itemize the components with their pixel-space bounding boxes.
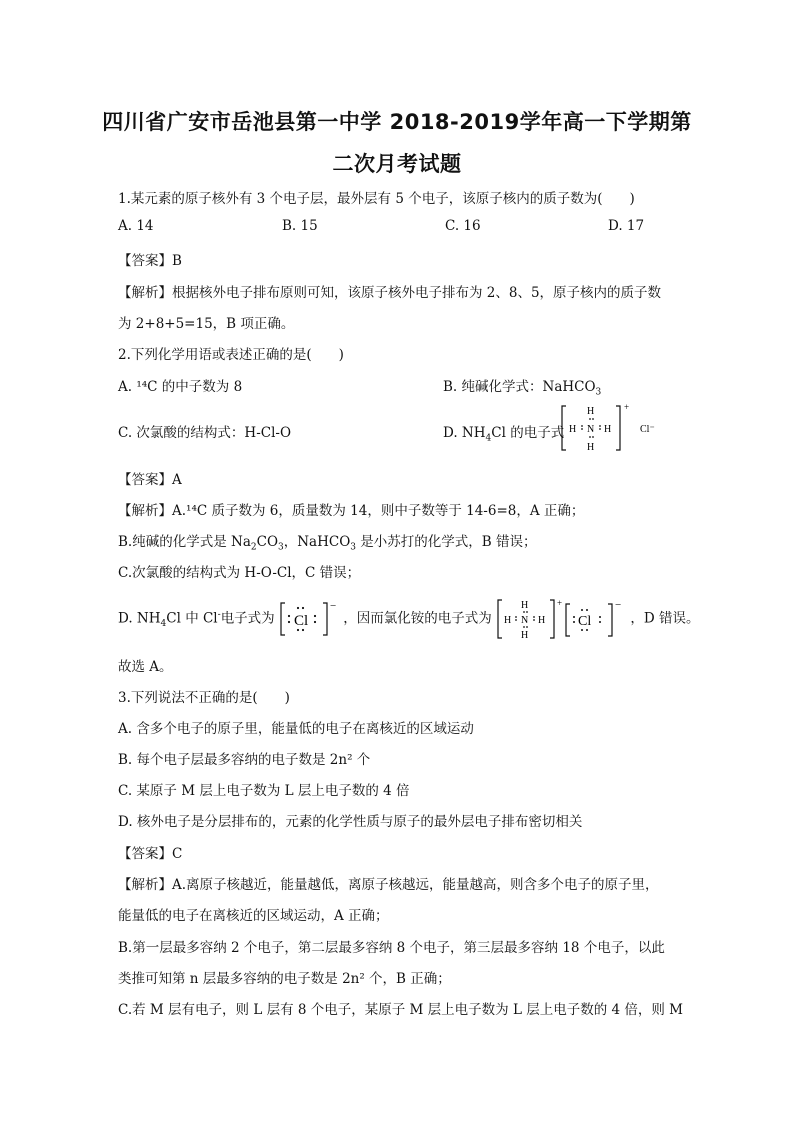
formula-h-right: H bbox=[604, 424, 612, 435]
q3-stem: 3.下列说法不正确的是( ) bbox=[118, 690, 290, 706]
q3-option-c: C. 某原子 M 层上电子数为 L 层上电子数的 4 倍 bbox=[118, 783, 410, 799]
formula-h-left: H bbox=[569, 424, 577, 435]
q3-analysis-c-line-1: C.若 M 层有电子，则 L 层有 8 个电子，某原子 M 层上电子数为 L 层上电子数的 4 倍，则 M bbox=[118, 1002, 684, 1018]
q2-option-b: B. 纯碱化学式：NaHCO$_3$ bbox=[443, 379, 602, 398]
nh4cl-electron-formula-analysis bbox=[496, 596, 626, 642]
q3-analysis-a-line-1: 【解析】A.离原子核越近，能量越低，离原子核越远，能量越高，则含多个电子的原子里， bbox=[118, 877, 659, 893]
q3-analysis-a-line-2: 能量低的电子在离核近的区域运动，A 正确； bbox=[118, 908, 389, 924]
document-title-line-1: 四川省广安市岳池县第一中学 2018-2019学年高一下学期第 bbox=[102, 110, 692, 134]
q2-analysis-d: D. $NH_4Cl$ 中 Cl-电子式为 Cl − ，因而氯化铵的电子式为 H H N H H + Cl − ，D 错误。 bbox=[118, 598, 700, 641]
formula-cl-ion: Cl⁻ bbox=[640, 424, 655, 435]
q3-option-d: D. 核外电子是分层排布的，元素的化学性质与原子的最外层电子排布密切相关 bbox=[118, 814, 583, 830]
q2-analysis-a: 【解析】A.¹⁴C 质子数为 6，质量数为 14，则中子数等于 14-6=8，A 正确； bbox=[118, 503, 585, 519]
svg-text:Cl: Cl bbox=[578, 614, 592, 629]
svg-text:N: N bbox=[521, 615, 529, 626]
q2-option-d: D. $NH_4Cl$ 的电子式 bbox=[443, 425, 565, 444]
q1-option-c: C. 16 bbox=[445, 218, 481, 234]
nh4cl-electron-formula-option-d bbox=[560, 400, 672, 456]
q2-option-a: A. ¹⁴C 的中子数为 8 bbox=[118, 379, 243, 395]
svg-text:H: H bbox=[521, 600, 529, 611]
q3-analysis-b-line-2: 类推可知第 n 层最多容纳的电子数是 2n² 个，B 正确； bbox=[118, 971, 451, 987]
q1-stem: 1.某元素的原子核外有 3 个电子层，最外层有 5 个电子，该原子核内的质子数为( ) bbox=[118, 191, 635, 207]
formula-n: N bbox=[587, 424, 595, 435]
q1-analysis-line-2: 为 2+8+5=15，B 项正确。 bbox=[118, 316, 295, 332]
q2-stem: 2.下列化学用语或表述正确的是( ) bbox=[118, 347, 344, 363]
q2-conclusion: 故选 A。 bbox=[118, 659, 173, 675]
cl-symbol: Cl bbox=[293, 613, 309, 629]
formula-plus-charge: + bbox=[624, 402, 630, 412]
formula-h-bottom: H bbox=[587, 442, 595, 453]
q1-option-d: D. 17 bbox=[608, 218, 645, 234]
cl-ion-electron-formula bbox=[279, 599, 339, 639]
svg-text:+: + bbox=[557, 598, 563, 608]
q2-answer: 【答案】A bbox=[118, 472, 182, 488]
q3-option-a: A. 含多个电子的原子里，能量低的电子在离核近的区域运动 bbox=[118, 721, 474, 737]
q2-analysis-b: B.纯碱的化学式是 $Na_2CO_3$，NaHCO$_3$ 是小苏打的化学式，B 错误； bbox=[118, 534, 537, 553]
svg-text:H: H bbox=[504, 615, 512, 626]
q3-option-b: B. 每个电子层最多容纳的电子数是 2n² 个 bbox=[118, 752, 371, 768]
formula-h-top: H bbox=[587, 406, 595, 417]
q1-analysis-line-1: 【解析】根据核外电子排布原则可知，该原子核外电子排布为 2、8、5，原子核内的质子数 bbox=[118, 285, 662, 301]
document-title-line-2: 二次月考试题 bbox=[332, 152, 462, 176]
cl-minus-charge: − bbox=[329, 600, 337, 612]
q3-answer: 【答案】C bbox=[118, 846, 183, 862]
svg-text:H: H bbox=[521, 630, 529, 641]
q3-analysis-b-line-1: B.第一层最多容纳 2 个电子，第二层最多容纳 8 个电子，第三层最多容纳 18 个电子，以此 bbox=[118, 940, 665, 956]
q2-analysis-c: C.次氯酸的结构式为 H-O-Cl，C 错误； bbox=[118, 565, 361, 581]
q1-option-b: B. 15 bbox=[282, 218, 318, 234]
q1-answer: 【答案】B bbox=[118, 253, 182, 269]
q2-option-c: C. 次氯酸的结构式：H-Cl-O bbox=[118, 425, 292, 441]
svg-text:−: − bbox=[615, 599, 622, 611]
svg-text:H: H bbox=[538, 615, 546, 626]
q1-option-a: A. 14 bbox=[118, 218, 154, 234]
